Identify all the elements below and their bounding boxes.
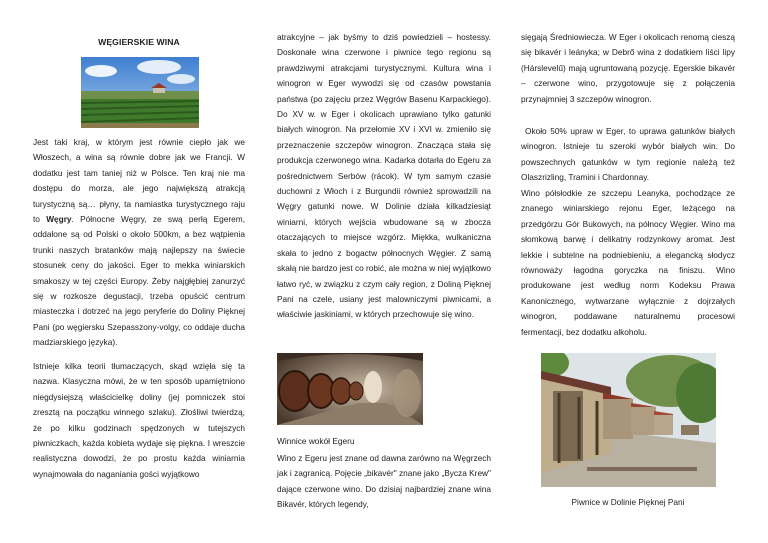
valley-name-paragraph: Istnieje kilka teorii tłumaczących, skąd wzięła się ta nazwa. Klasyczna mówi, że w ten sposób upamiętniono niegdysiejszą właścicielkę doliny (jej pomniczek stoi zresztą na początku winnego szlaku). Złośliwi twierdzą, że po kilku godzinach spędzonych w tutejszych piwniczkach, każda kobieta wydaje się piękna. I wreszcie realistyczna dowodzi, że po prostu każda winiarnia wynajmowała do naganiania gości wyjątkowo	[33, 361, 245, 479]
leanyka-paragraph: Wino półsłodkie ze szczepu Leanyka, pochodzące ze znanego winiarskiego rejonu Eger, leżącego na przedgórzu Gór Bukowych, na północy Węgier. Wino ma słomkową barwę i delikatny rodzynkowy aromat. Jest lekkie i subtelne na podniebieniu, a elegancką słodycz równoważy łagodna goryczka na finiszu. Wino produkowane jest według norm Kodeksu Prawa Kanonicznego, wytwarzane wyłącznie z dojrzałych winogron, poddawane naturalnemu procesowi fermentacji, bez dodatku alkoholu.	[521, 188, 735, 337]
country-name: Węgry	[46, 214, 72, 225]
regional-wines-paragraph: sięgają Średniowiecza. W Eger i okolicach renomą cieszą się bikavér i leányka; w Debrő wina z dodatkiem liści lipy (Hárslevelű) mają ugruntowaną pozycję. Egerskie bikavér – czerwone wino, przygotowuje się z połączenia przynajmniej 3 szczepów winogron.	[521, 32, 735, 104]
egri-wine-paragraph: Wino z Egeru jest znane od dawna zarówno na Węgrzech jak i zagranicą. Pojęcie „bikavér" znane jako „Bycza Krew" dające czerwone wino. Do dzisiaj najbardziej znane wina Bikavér, których legendy,	[277, 453, 491, 510]
wine-cellar-photo	[277, 353, 423, 425]
intro-paragraph: Jest taki kraj, w którym jest równie ciepło jak we Włoszech, a wina są równie dobre jak we Francji. W dodatku jest tam taniej niż w Polsce. Ten kraj nie ma dostępu do morza, ale jego największą atrakcją turystyczną są… płyny, ta namiastka turystycznego raju to Węgry. Północne Węgry, ze swą perłą Egerem, oddalone są od Polski o około 500km, a bez wątpienia trunki naszych bratanków mają najlepszy na świecie stosunek ceny do jakości. Eger to mekka winiarskich smakoszy w tej części Europy. Żeby najgłębiej zanurzyć się w rozkosze degustacji, trzeba opuścić centrum miasteczka i dotrzeć na jego peryferie do Doliny Pięknej Pani (po węgiersku Szepasszony-volgy, co oddaje ducha madziarskiego języka).	[33, 137, 245, 348]
vineyard-photo	[81, 57, 199, 128]
vineyards-heading: Winnice wokół Egeru	[277, 436, 355, 446]
white-wines-paragraph: Około 50% upraw w Eger, to uprawa gatunków białych winogron. Istnieje tu szeroki wybór białych win. Do powszechnych gatunków w tym regionie należą też Olaszrizling, Tramini i Chardonnay.	[521, 126, 735, 183]
cellars-caption: Piwnice w Dolinie Pięknej Pani	[571, 497, 685, 507]
wine-history-paragraph: atrakcyjne – jak byśmy to dziś powiedzieli – hostessy. Doskonałe wina czerwone i piwnice tego regionu są prawdziwymi atrakcjami turystycznymi. Kultura wina i winogron w Eger wywodzi się od czasów powstania państwa (po zajęciu przez Węgrów Basenu Karpackiego). Do XV w. w Eger i okolicach uprawiano tylko gatunki białych winogron. Na przełomie XV i XVI w. zmieniło się przeznaczenie szczepów winogron. Znacząca stała się produkcja czerwonego wina. Kadarka dotarła do Egeru za pośrednictwem Serbów (rácok). W tym samym czasie duchowni z Włoch i z Burgundii również sprowadzili na Węgry gatunki nowe. W Dolinie działa kilkadziesiąt winiarni, których wejścia wbudowane są w zbocza otaczających to miejsce wzgórz. Miękka, wulkaniczna skała to jedno z bogactw północnych Węgier. Z samą skałą nie bardzo jest co robić, ale można w niej wyjątkowo łatwo ryć, w związku z czym cały region, z Doliną Pięknej Pani na czele, usiany jest malowniczymi piwnicami, a właściwie jaskiniami, w których przechowuje się wino.	[277, 32, 491, 320]
page-title: WĘGIERSKIE WINA	[98, 37, 180, 47]
cellars-photo	[541, 353, 716, 487]
